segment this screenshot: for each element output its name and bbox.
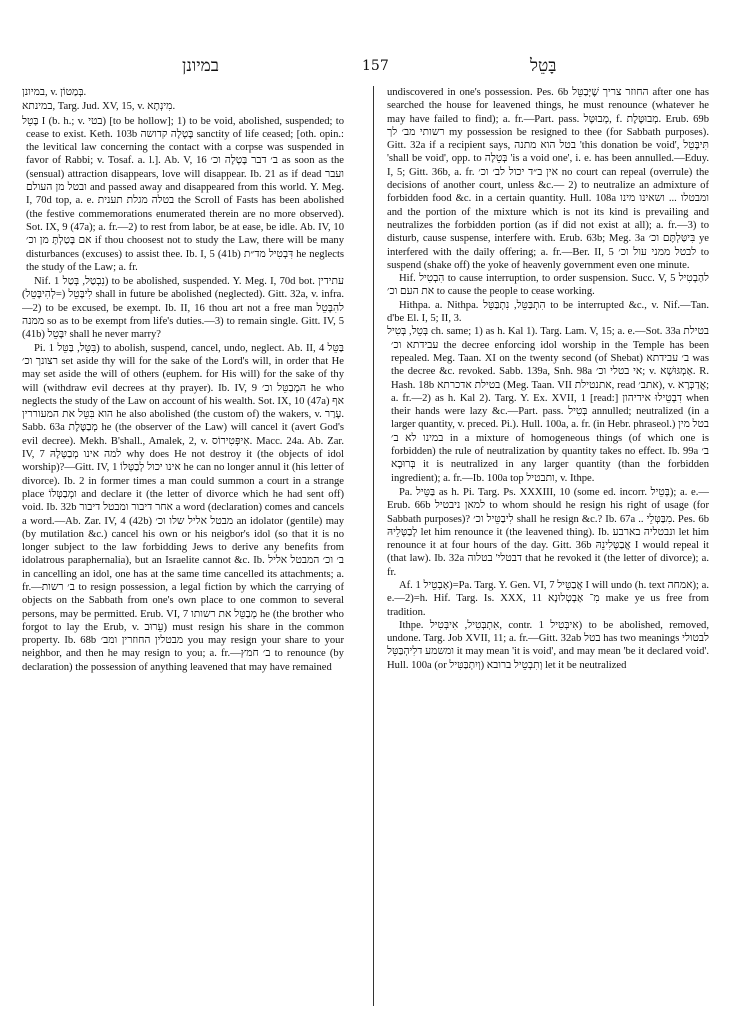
- subentry-af: Af. אַבְטֵיל 1)=Pa. Targ. Y. Gen. VI, 7 אֲבַטֵּיל I will undo (h. text אמחה); a. e.—2)=h. Hif. Targ. Is. XXX, 11 מִ־ אַבְטְלוּנָא make ye us free from tradition.: [387, 579, 709, 618]
- column-divider: [373, 86, 374, 1006]
- page-number: 157: [362, 58, 389, 74]
- subentry-hithpa: Hithpa. a. Nithpa. הִתְבַּטֵּל, נִתְבַּטֵּל to be interrupted &c., v. Nif.—Tan. d'be El. I, 5; II, 3.: [387, 299, 709, 325]
- left-guideword: במיונן: [182, 56, 219, 76]
- subentry-pa: Pa. בַּטֵּיל as h. Pi. Targ. Ps. XXXIII, 10 (some ed. incorr. בְּטֵיל); a. e.—Erub. 66b למאן ניבטיל to whom should he resign his right of usage (for Sabbath purposes)? לִיבַטֵּיל וכ׳ shall he resign &c.? Ib. 67a .. מִבַּטְּלֵי. Pes. 6b לְבַטְּלֵיהּ let him renounce it (the leavened thing). Ib. ונבטליה בארבע let him renounce it at four hours of the day. Gitt. 36b אֲבַטְּלִינֵהּ I would repeal it (that law). Ib. 32a דבטלי' בטלוה that he revoked it (the letter of divorce); a. fr.: [387, 486, 709, 578]
- right-guideword: בָּטֵל: [530, 56, 557, 76]
- left-column: [22, 86, 344, 1006]
- subentry-pi: Pi. בִּטֵּל, בַּטֵּל 1) to abolish, suspend, cancel, undo, neglect. Ab. II, 4 בַּטֵּל רצונך וכ׳ set aside thy will for the sake of the Lord's will, in order that He may set aside the will of others (euphem. for His will) for the sake of thy will (withdraw evil decrees at thy prayer). Ib. IV, 9 המְבַטֵּל וכ׳ he who neglects the study of the Law on account of his wealth. Sot. IX, 10 (47a) אף הוא בִּטֵּל את המעוררין he also abolished (the custom of) the wakers, v. עָרַר. Sabb. 63a מְבַטֶּלֶת he (the observer of the Law) will cancel it (avert God's evil decree). Mekh. B'shall., Amalek, 2, v. אִיפְּטִירוֹס. Macc. 24a. Ab. Zar. IV, 7 למה אינו מְבַטְּלָהּ why does He not destroy it (the objects of idol worship)?—Gitt. IV, 1 אינו יכול לְבַטְּלוֹ he can no longer annul it (his letter of divorce). Ib. 2 in former times a man could summon a court in a strange place ומְבַטְּלוֹ and declare it (the letter of divorce which he had sent off) void. Ib. 32b אחר דיבור ומבטל דיבור a word (declaration) comes and cancels a word.—Ab. Zar. IV, 4 (42b) מבטל אליל שלו וכ׳ an idolator (gentile) may (by mutilation &c.) cancel his own or his neigbor's idol (so that it is no longer subject to the law forbidding Jews to derive any benefits from idolatrous paraphernalia), but an Israelite cannot &c. Ib. ב׳ וכ׳ המבטל אליל in cancelling an idol, one has at the same time cancelled its attachments; a. fr.—ב׳ רשות to resign possession, a legal fiction by which the carrying of objects on the Sabbath from one's own place to one common to several persons, may be permitted. Erub. VI, 7 מְבַטֵּל את רשותו he (the brother who forgot to lay the Erub, v. עֵרוּב) must resign his share in the common property. Ib. 68b מבטלין החוזרין ומב׳ you may resign your share to your neighbor, and then he may resign to you; a. fr.—ב׳ חמץ to renounce (by declaration) the possession of anything leavened that may have remained: [22, 342, 344, 673]
- entry-bemiyonan: במיונן, v. בְּמַטוֹן.: [22, 87, 87, 98]
- subentry-ithpe: Ithpe. אִתְבְּטִיל, אִיבְּטִיל, contr. אִיבְּטִיל 1) to be abolished, removed, undone. Targ. Job XVII, 11; a. fr.—Gitt. 32ab בטל has two meanings לבטולי ומשמע דלִיהְבַּטֵּל it may mean 'it is void', and may mean 'be it declared void'. Hull. 100a (or וְיִתְבַּטִּיל) וְתִבְטֵיל ברובא let it be neutralized: [387, 619, 709, 671]
- entry-beminta: במינתא, Targ. Jud. XV, 15, v. מִינְתָא.: [22, 101, 176, 113]
- subentry-hif: Hif. הִבְטִיל to cause interruption, to order suspension. Succ. V, 5 להַבְטִיל את העם וכ׳ to cause the people to cease working.: [387, 273, 709, 298]
- entry-batel: בָּטֵל I (b. h.; v. בטי) [to be hollow]; 1) to be void, abolished, suspended; to cease to exist. Keth. 103b בָּטְלָה קדושה sanctity of life ceased; [oth. opin.: the levitical law concerning the contact with a corpse was suspended in favor of Rabbi; v. Tosaf. a. l.]. Ab. V, 16 ב׳ דבר בָּטְלָה וכ׳ as soon as the (sensual) attraction disappears, love will disappear. Ib. 21 as if dead ועבר ובטל מן העולם and passed away and disappeared from this world. Y. Meg. I, 70d top, a. e. בטלה מגלת תענית the Scroll of Fasts has been abolished (the festive commemorations enumerated therein are no more observed). Sot. IX, 9 (47a); a. fr.—2) to rest from labor, be at ease, be idle. Ab. IV, 10 אם בָּטַלְתָּ מן וכ׳ if thou choosest not to study the Law, there will be many disturbances (excuses) to assist thee. Ib. I, 5 (41b) דִּבְטִיל מד״ת he neglects the study of the Law; a. fr.: [22, 115, 344, 273]
- right-column: [387, 86, 709, 1006]
- subentry-nif: Nif. נִבְטַל, בְּטַל 1) to be abolished, suspended. Y. Meg. I, 70d bot. עתידין לִיבָּטֵל (=לְהִיבָּטֵל) shall in future be abolished (neglected). Gitt. 32a, v. infra.—2) to be excused, be exempt. Ib. II, 16 thou art not a free man להִבָּטֵל ממנה so as to be exempt from life's duties.—3) to remain single. Gitt. IV, 5 (41b) יִבָּטֵל shall he never marry?: [22, 276, 344, 341]
- entry-betel-ch: בְּטֵל, בְּטִיל ch. same; 1) as h. Kal 1). Targ. Lam. V, 15; a. e.—Sot. 33a בטילת עבידתא וכ׳ the decree enforcing idol worship in the Temple has been repealed. Meg. Taan. XI on the twenty second (of Shebat) ב׳ עבידתא was the decree &c. revoked. Sabb. 139a, Snh. 98a אי בטלי וכ׳; v. אַמְגּוּשָׁא. R. Hash. 18b בטילת אדכרתא (Meg. Taan. VII אתנטילת, read אתב׳), v. אֲדַכְּרָא; a. fr.—2) as h. Kal 2). Targ. Y. Ex. XVII, 1 [read:] דִבְטֵילוּ אידיהון when their hands were lazy &c.—Part. pass. בְּטִיל annulled; neutralized (in a larger quantity, v. preced. Pi.). Hull. 100a, a. fr. (in Hebr. phraseol.) בטל מין במינו לא ב׳ in a mixture of homogeneous things (of which one is forbidden) the rule of neutralization by quantity takes no effect. Ib. 99a ב׳ בְּרוּבָא it is neutralized in any larger quantity (than the forbidden ingredient); a. fr.—Ib. 100a top ותבטיל, v. Ithpe.: [387, 326, 709, 484]
- continuation-paragraph: undiscovered in one's possession. Pes. 6b החוזר צריך שֶׁיְּבַטֵּל after one has searched the house for leavened things, he must renounce (whatever he may have failed to find); a. fr.—Part. pass. מְבוּטָּל, f. מְבוּטֶּלֶת. Erub. 69b רשותי מב׳ לך my possession be resigned to thee (for Sabbath purposes). Gitt. 32a if a recipient says, בטל הוא מתנה 'this donation be void', תִּיבָּטֵל 'shall be void', opp. to בְּטֵלָה 'is a void one', i. e. has been annulled.—Eduy. I, 5; Gitt. 36b, a. fr. אין ב״ד יכול לב׳ וכ׳ no court can repeal (overrule) the decisions of another court, unless &c.— 2) to neutralize an admixture of forbidden food &c. in a certain quantity. Hull. 108a ומבטלו ... ושאינו מינו and the portion of the mixture which is not its kind is prevailing and neutralizes the forbidden portion (as if did not exist at all); a. fr.—3) to disturb, cause suspense, interfere with. Erub. 63b; Meg. 3a בִּיטַּלְתֶּם וכ׳ ye interfered with the daily offering; a. fr.—Ber. II, 5 לבטל ממני עול וכ׳ to suspend (shake off) the yoke of heavenly government even one minute.: [387, 87, 709, 271]
